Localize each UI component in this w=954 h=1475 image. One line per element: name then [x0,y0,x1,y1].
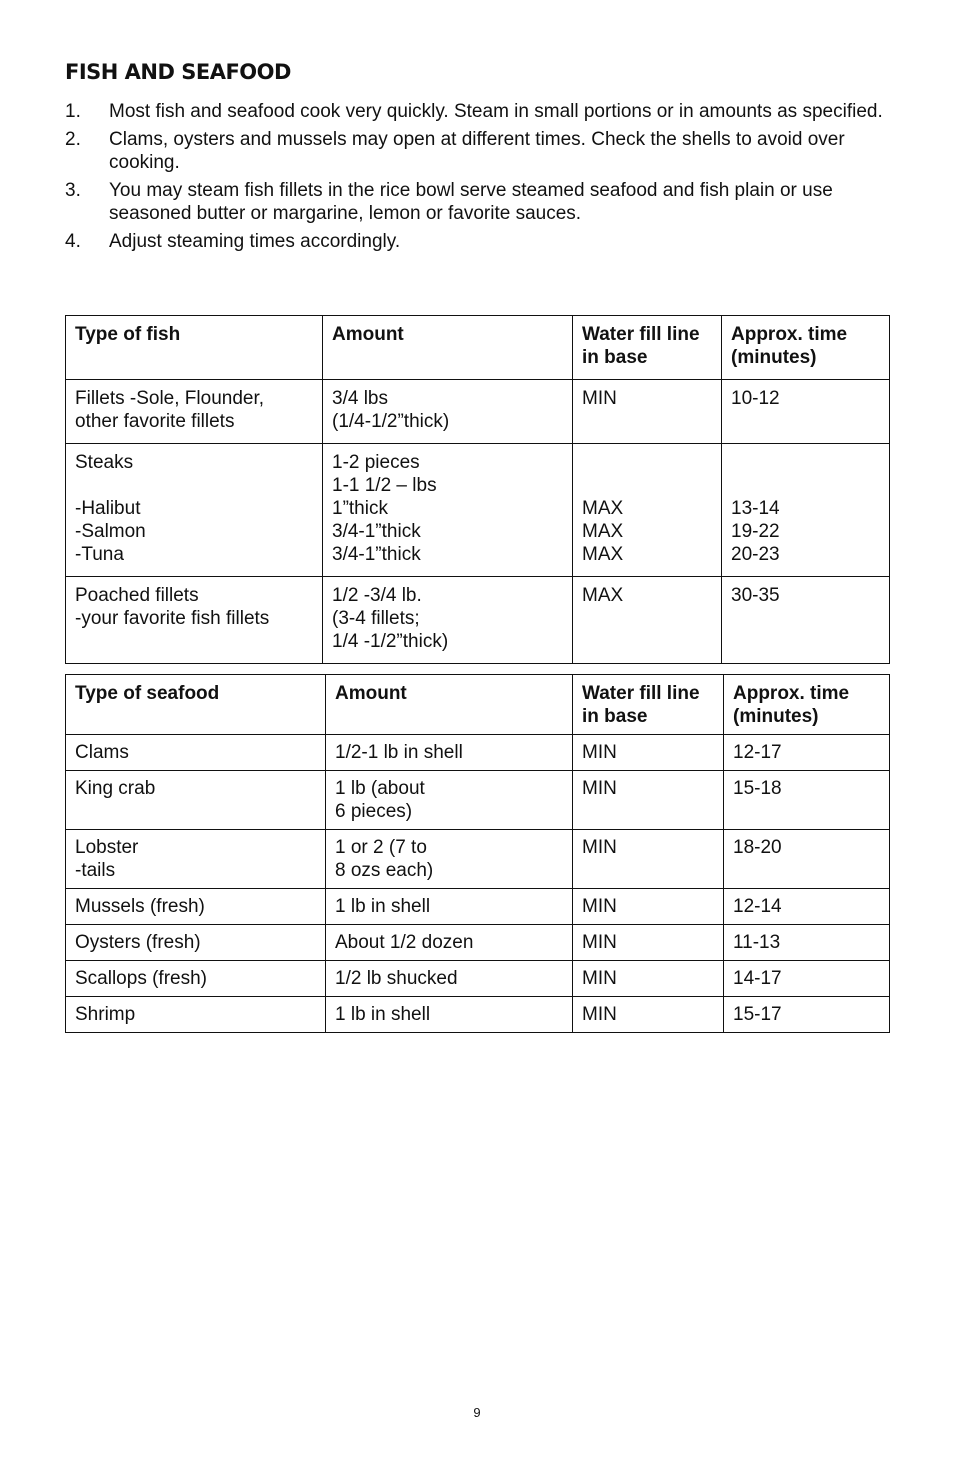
amount-cell: 1 lb in shell [326,997,573,1033]
amount-cell: 1-2 pieces 1-1 1/2 – lbs 1”thick 3/4-1”thick 3/4-1”thick [323,444,573,577]
seafood-type-cell: Scallops (fresh) [66,961,326,997]
header-amount: Amount [323,316,573,380]
instruction-number: 1. [65,101,81,122]
water-fill-cell: MAX [573,577,722,664]
instruction-text: You may steam fish fillets in the rice bowl serve steamed seafood and fish plain or use seasoned butter or margarine, lemon or favorite sauces. [109,180,833,224]
instruction-text: Adjust steaming times accordingly. [109,231,401,252]
header-approx-time: Approx. time (minutes) [724,675,890,735]
instruction-item [65,100,885,123]
instruction-list [65,100,885,258]
time-cell: 30-35 [722,577,890,664]
water-fill-cell: MIN [573,771,724,830]
table-header-row [66,316,890,380]
amount-cell: 3/4 lbs (1/4-1/2”thick) [323,380,573,444]
table-row [66,997,890,1033]
header-water-fill-line: Water fill line in base [573,316,722,380]
seafood-type-cell: Lobster -tails [66,830,326,889]
water-fill-cell: MIN [573,380,722,444]
time-cell: 14-17 [724,961,890,997]
table-header-row [66,675,890,735]
header-amount: Amount [326,675,573,735]
table-row [66,577,890,664]
water-fill-cell: MIN [573,889,724,925]
time-cell: 12-17 [724,735,890,771]
amount-cell: 1/2-1 lb in shell [326,735,573,771]
instruction-item [65,230,885,253]
time-cell: 12-14 [724,889,890,925]
time-cell: 10-12 [722,380,890,444]
water-fill-cell: MIN [573,961,724,997]
amount-cell: 1 lb in shell [326,889,573,925]
section-title: FISH AND SEAFOOD [65,60,291,84]
time-cell: 15-18 [724,771,890,830]
instruction-item [65,128,885,174]
table-row [66,889,890,925]
instruction-text: Clams, oysters and mussels may open at different times. Check the shells to avoid over cooking. [109,129,845,173]
time-cell: 18-20 [724,830,890,889]
instruction-text: Most fish and seafood cook very quickly. Steam in small portions or in amounts as specified. [109,101,883,122]
fish-type-cell: Steaks -Halibut -Salmon -Tuna [66,444,323,577]
water-fill-cell: MIN [573,925,724,961]
fish-cooking-table [65,315,890,664]
amount-cell: 1/2 lb shucked [326,961,573,997]
time-cell: 13-14 19-22 20-23 [722,444,890,577]
header-type-of-seafood: Type of seafood [66,675,326,735]
table-row [66,735,890,771]
time-cell: 11-13 [724,925,890,961]
page-number: 9 [473,1405,481,1420]
table-row [66,444,890,577]
seafood-type-cell: Shrimp [66,997,326,1033]
header-water-fill-line: Water fill line in base [573,675,724,735]
table-row [66,380,890,444]
time-cell: 15-17 [724,997,890,1033]
instruction-number: 4. [65,231,81,252]
water-fill-cell: MIN [573,997,724,1033]
amount-cell: 1/2 -3/4 lb. (3-4 fillets; 1/4 -1/2”thick) [323,577,573,664]
water-fill-cell: MAX MAX MAX [573,444,722,577]
seafood-type-cell: Clams [66,735,326,771]
water-fill-cell: MIN [573,830,724,889]
water-fill-cell: MIN [573,735,724,771]
table-row [66,925,890,961]
instruction-item [65,179,885,225]
amount-cell: 1 or 2 (7 to 8 ozs each) [326,830,573,889]
seafood-type-cell: Oysters (fresh) [66,925,326,961]
instruction-number: 3. [65,180,81,201]
header-approx-time: Approx. time (minutes) [722,316,890,380]
fish-type-cell: Poached fillets -your favorite fish fillets [66,577,323,664]
table-row [66,961,890,997]
table-row [66,771,890,830]
seafood-type-cell: King crab [66,771,326,830]
fish-type-cell: Fillets -Sole, Flounder, other favorite fillets [66,380,323,444]
header-type-of-fish: Type of fish [66,316,323,380]
seafood-cooking-table [65,674,890,1033]
amount-cell: 1 lb (about 6 pieces) [326,771,573,830]
table-row [66,830,890,889]
instruction-number: 2. [65,129,81,150]
seafood-type-cell: Mussels (fresh) [66,889,326,925]
amount-cell: About 1/2 dozen [326,925,573,961]
